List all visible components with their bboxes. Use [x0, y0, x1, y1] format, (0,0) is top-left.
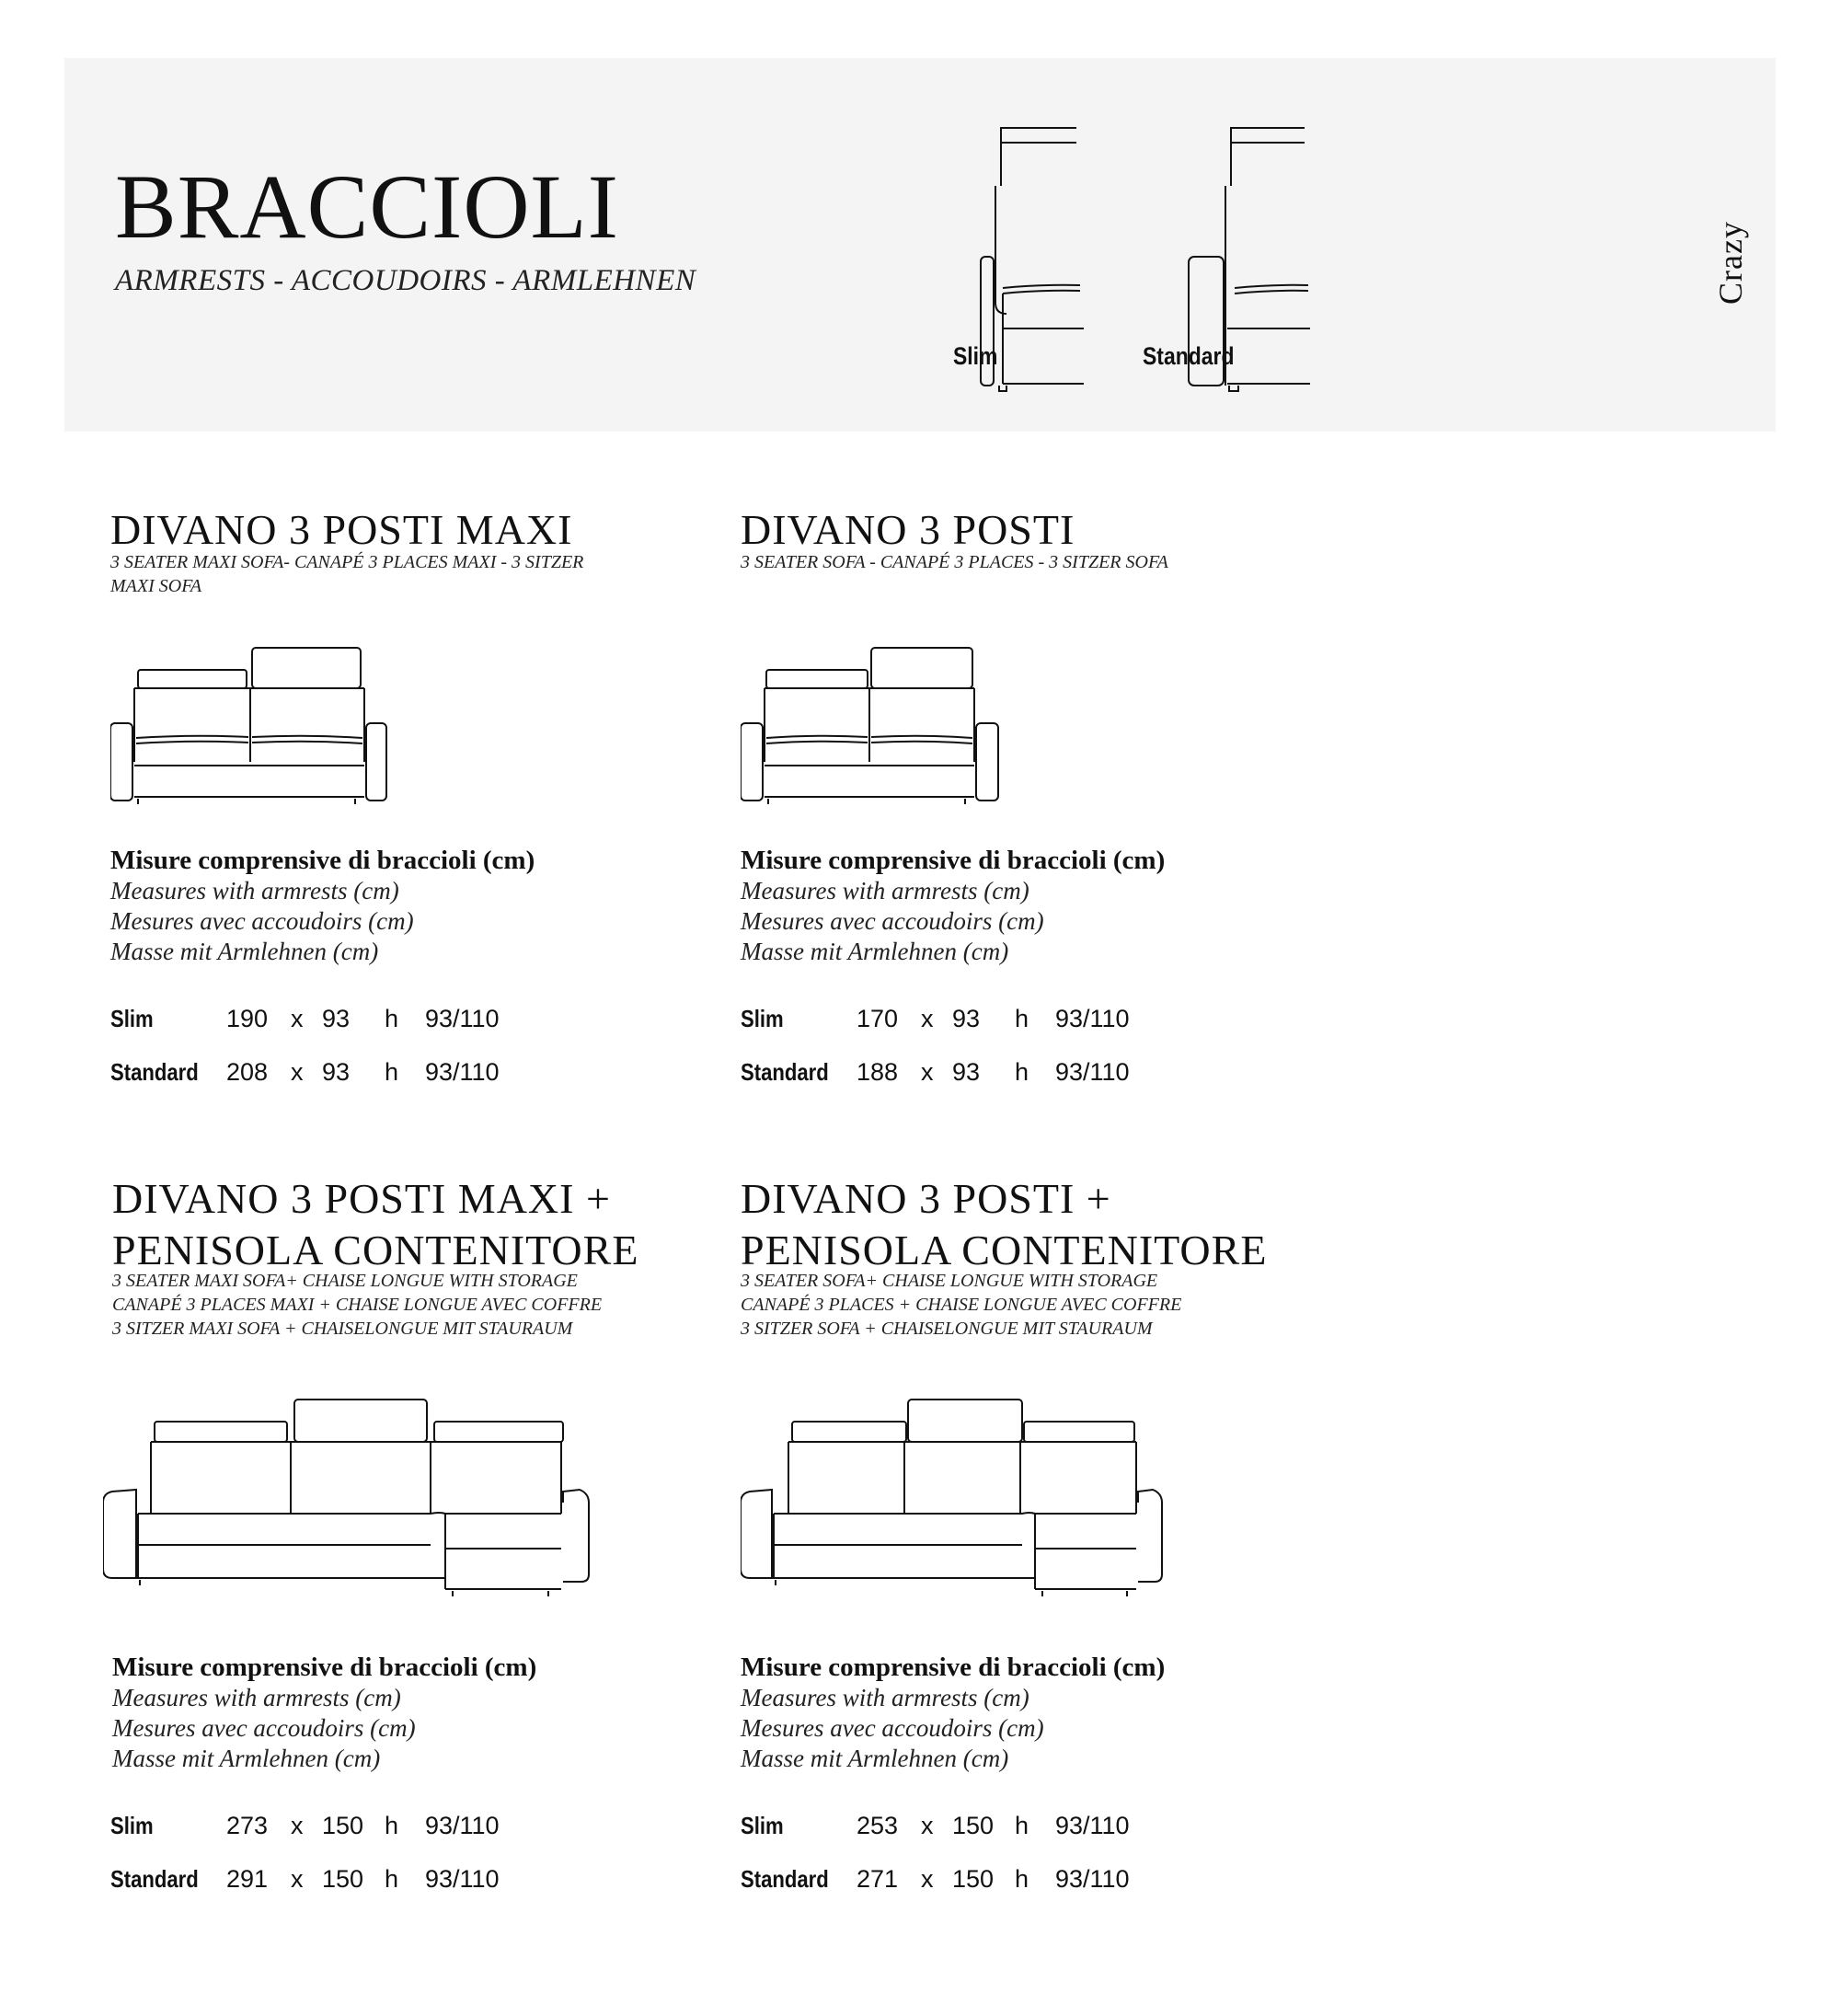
measures-heading: Misure comprensive di braccioli (cm) — [741, 1653, 1166, 1682]
row-label: Slim — [741, 1005, 784, 1032]
height-sign: h — [385, 1005, 399, 1032]
measures-en: Measures with armrests (cm) — [112, 1684, 401, 1711]
times-sign: x — [921, 1812, 934, 1839]
width-value: 170 — [857, 1005, 899, 1032]
header-band — [64, 58, 1776, 432]
brand-name: Crazy — [1712, 221, 1749, 305]
width-value: 291 — [226, 1865, 269, 1893]
row-label: Standard — [741, 1058, 829, 1086]
row-label: Slim — [741, 1812, 784, 1839]
height-value: 93/110 — [425, 1005, 500, 1032]
measures-en: Measures with armrests (cm) — [741, 1684, 1029, 1711]
section-title-line2: PENISOLA CONTENITORE — [112, 1227, 639, 1273]
measures-fr: Mesures avec accoudoirs (cm) — [741, 1714, 1044, 1742]
height-sign: h — [1015, 1005, 1029, 1032]
depth-value: 150 — [952, 1812, 995, 1839]
section-3-posti-penisola — [741, 1173, 1366, 1893]
section-subtitle: 3 SEATER SOFA - CANAPÉ 3 PLACES - 3 SITZER SOFA — [741, 552, 1168, 572]
width-value: 273 — [226, 1812, 269, 1839]
section-3-posti-maxi-penisola — [110, 1173, 738, 1893]
depth-value: 150 — [952, 1865, 995, 1893]
armrest-slim-label: Slim — [953, 342, 998, 370]
dimension-row-slim — [741, 1005, 1293, 1058]
depth-value: 93 — [322, 1005, 351, 1032]
measures-de: Masse mit Armlehnen (cm) — [110, 938, 379, 965]
height-value: 93/110 — [1055, 1865, 1130, 1893]
dimension-row-slim — [110, 1812, 662, 1865]
measures-fr: Mesures avec accoudoirs (cm) — [112, 1714, 416, 1742]
row-label: Standard — [110, 1865, 199, 1893]
height-sign: h — [1015, 1058, 1029, 1086]
dimension-row-slim — [741, 1812, 1293, 1865]
depth-value: 93 — [952, 1005, 981, 1032]
height-value: 93/110 — [1055, 1005, 1130, 1032]
section-title: DIVANO 3 POSTI — [741, 506, 1075, 553]
measures-en: Measures with armrests (cm) — [110, 877, 399, 904]
width-value: 190 — [226, 1005, 269, 1032]
height-sign: h — [385, 1058, 399, 1086]
section-title: DIVANO 3 POSTI MAXI — [110, 506, 573, 553]
times-sign: x — [921, 1865, 934, 1893]
height-value: 93/110 — [1055, 1058, 1130, 1086]
sofa-3-posti-penisola-drawing — [741, 1394, 1201, 1606]
row-label: Standard — [110, 1058, 199, 1086]
measures-block — [110, 845, 535, 967]
section-title-line2: PENISOLA CONTENITORE — [741, 1227, 1268, 1273]
measures-de: Masse mit Armlehnen (cm) — [741, 1745, 1009, 1772]
measures-en: Measures with armrests (cm) — [741, 877, 1029, 904]
depth-value: 150 — [322, 1812, 364, 1839]
measures-heading: Misure comprensive di braccioli (cm) — [112, 1653, 537, 1682]
width-value: 253 — [857, 1812, 899, 1839]
dimension-row-standard — [741, 1865, 1293, 1918]
section-title: DIVANO 3 POSTI MAXI + — [112, 1175, 611, 1222]
height-sign: h — [385, 1812, 399, 1839]
section-subtitle: 3 SEATER MAXI SOFA+ CHAISE LONGUE WITH STORAGE CANAPÉ 3 PLACES MAXI + CHAISE LONGUE AVEC COFFRE 3 SITZER MAXI SOFA + CHAISELONGUE MIT STAURAUM — [112, 1271, 603, 1339]
dimensions-table — [741, 1005, 1293, 1112]
height-value: 93/110 — [425, 1812, 500, 1839]
width-value: 271 — [857, 1865, 899, 1893]
dimension-row-standard — [741, 1058, 1293, 1112]
height-value: 93/110 — [425, 1058, 500, 1086]
depth-value: 93 — [952, 1058, 981, 1086]
armrest-slim-drawing — [911, 119, 1104, 395]
times-sign: x — [291, 1005, 304, 1032]
height-value: 93/110 — [425, 1865, 500, 1893]
measures-de: Masse mit Armlehnen (cm) — [741, 938, 1009, 965]
dimension-row-standard — [110, 1058, 662, 1112]
page-title: BRACCIOLI — [115, 156, 619, 258]
times-sign: x — [291, 1865, 304, 1893]
measures-heading: Misure comprensive di braccioli (cm) — [741, 846, 1166, 875]
sofa-3-posti-drawing — [741, 642, 1007, 808]
measures-heading: Misure comprensive di braccioli (cm) — [110, 846, 535, 875]
measures-block — [741, 845, 1165, 967]
height-sign: h — [385, 1865, 399, 1893]
section-subtitle: 3 SEATER MAXI SOFA- CANAPÉ 3 PLACES MAXI - 3 SITZER MAXI SOFA — [110, 552, 584, 596]
measures-fr: Mesures avec accoudoirs (cm) — [741, 907, 1044, 935]
height-value: 93/110 — [1055, 1812, 1130, 1839]
times-sign: x — [291, 1812, 304, 1839]
measures-de: Masse mit Armlehnen (cm) — [112, 1745, 381, 1772]
dimensions-table — [110, 1812, 662, 1918]
section-3-posti-maxi — [110, 504, 736, 1167]
height-sign: h — [1015, 1812, 1029, 1839]
width-value: 208 — [226, 1058, 269, 1086]
depth-value: 93 — [322, 1058, 351, 1086]
page-subtitle: ARMRESTS - ACCOUDOIRS - ARMLEHNEN — [115, 264, 696, 297]
armrest-standard-label: Standard — [1143, 342, 1235, 370]
row-label: Slim — [110, 1812, 154, 1839]
width-value: 188 — [857, 1058, 899, 1086]
dimensions-table — [741, 1812, 1293, 1918]
times-sign: x — [921, 1058, 934, 1086]
row-label: Slim — [110, 1005, 154, 1032]
sofa-3-posti-maxi-drawing — [110, 642, 396, 808]
measures-fr: Mesures avec accoudoirs (cm) — [110, 907, 414, 935]
times-sign: x — [921, 1005, 934, 1032]
section-3-posti — [741, 504, 1366, 1167]
measures-block — [741, 1652, 1165, 1774]
times-sign: x — [291, 1058, 304, 1086]
sofa-3-posti-maxi-penisola-drawing — [103, 1394, 618, 1606]
height-sign: h — [1015, 1865, 1029, 1893]
section-title: DIVANO 3 POSTI + — [741, 1175, 1111, 1222]
dimension-row-standard — [110, 1865, 662, 1918]
measures-block — [112, 1652, 536, 1774]
row-label: Standard — [741, 1865, 829, 1893]
depth-value: 150 — [322, 1865, 364, 1893]
section-subtitle: 3 SEATER SOFA+ CHAISE LONGUE WITH STORAGE CANAPÉ 3 PLACES + CHAISE LONGUE AVEC COFFRE 3 SITZER SOFA + CHAISELONGUE MIT STAURAUM — [741, 1271, 1182, 1339]
dimensions-table — [110, 1005, 662, 1112]
dimension-row-slim — [110, 1005, 662, 1058]
